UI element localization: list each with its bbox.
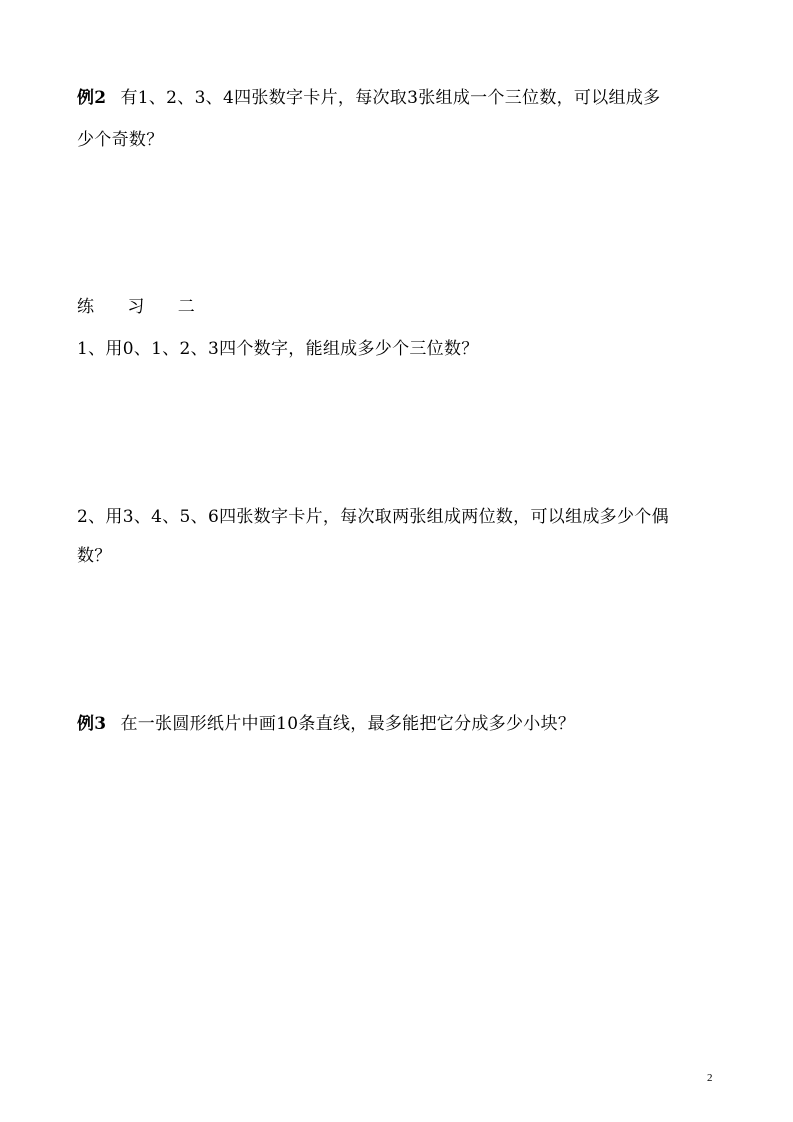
example2-line2: 少个奇数？ [77,130,164,150]
practice2-question1: 1、用0、1、2、3四个数字，能组成多少个三位数？ [77,339,479,359]
practice2-question2-line2: 数？ [77,546,112,566]
example2-question-part1: 有1、2、3、4四张数字卡片，每次取3张组成一个三位数，可以组成多 [120,88,661,108]
example3-line [77,712,575,736]
example2-line1 [77,86,660,110]
example3-label: 例3 [77,714,107,734]
page-number: 2 [707,1072,713,1084]
example2-label: 例2 [77,88,107,108]
practice2-heading: 练 习 二 [77,297,209,317]
practice2-question2-line1: 2、用3、4、5、6四张数字卡片，每次取两张组成两位数，可以组成多少个偶 [77,507,669,527]
example3-question: 在一张圆形纸片中画10条直线，最多能把它分成多少小块？ [120,714,576,734]
